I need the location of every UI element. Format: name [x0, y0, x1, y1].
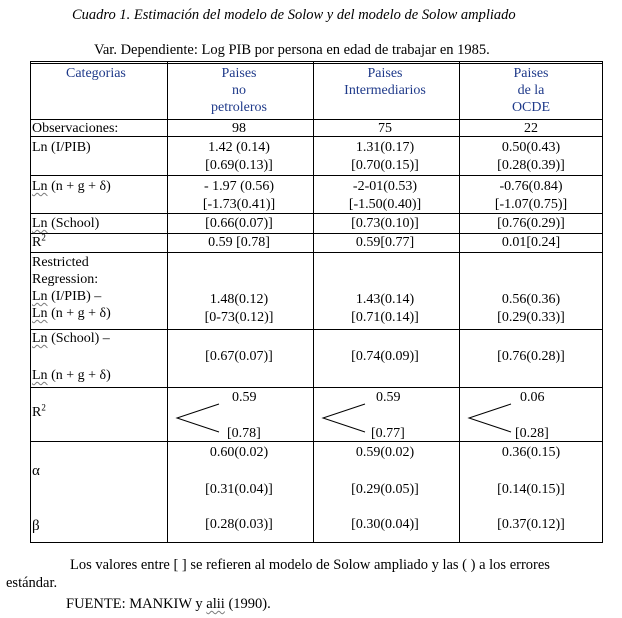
header-col2-line1: Paises: [367, 66, 403, 81]
note-brackets-cont: estándar.: [6, 575, 58, 591]
table-caption: Var. Dependiente: Log PIB por persona en edad de trabajar en 1985.: [94, 42, 490, 58]
cell-alpha-aug-2: [0.29(0.05)]: [351, 482, 419, 497]
cell-ln-ipib-3: 0.50(0.43): [501, 140, 561, 155]
row-label-beta: β: [32, 518, 40, 534]
restricted-line3-rest: (I/PIB) –: [47, 289, 102, 304]
source-alii: alii: [206, 596, 225, 612]
cell-ln-school-1: [0.66(0.07)]: [205, 216, 273, 231]
ln-prefix: Ln: [32, 289, 48, 304]
cell-beta-3: [0.37(0.12)]: [497, 517, 565, 532]
ln-prefix: Ln: [32, 331, 48, 346]
cell-ln-ngd-1: - 1.97 (0.56): [204, 179, 274, 194]
cell-ln-ngd-2: -2-01(0.53): [352, 179, 418, 194]
restricted-line4-rest: (n + g + δ): [47, 306, 111, 321]
source-note: [66, 596, 271, 613]
school-diff-line1-rest: (School) –: [47, 331, 110, 346]
cell-school-diff-1: [0.67(0.07)]: [205, 349, 273, 364]
cell-ln-ipib-aug-1: [0.69(0.13)]: [205, 158, 273, 173]
rule-r2: [30, 252, 603, 253]
cell-school-diff-2: [0.74(0.09)]: [351, 349, 419, 364]
cell-ln-ngd-3: -0.76(0.84): [499, 179, 563, 194]
header-col2: [314, 65, 456, 99]
row-label-r2: [32, 234, 46, 251]
cell-r2-1: 0.59 [0.78]: [208, 235, 270, 250]
header-col3-line1: Paises: [513, 66, 549, 81]
cell-r2b-top-2: 0.59: [376, 390, 401, 405]
r2-letter: R: [32, 235, 42, 250]
rule-ln-ngd: [30, 213, 603, 214]
source-prefix: FUENTE: MANKIW y: [66, 596, 207, 612]
cell-restricted-3: 0.56(0.36): [501, 292, 561, 307]
header-col1-line1: Paises: [221, 66, 257, 81]
cell-beta-1: [0.28(0.03)]: [205, 517, 273, 532]
cell-ln-ipib-aug-2: [0.70(0.15)]: [351, 158, 419, 173]
cell-ln-school-3: [0.76(0.29)]: [497, 216, 565, 231]
header-col1-line3: petroleros: [211, 100, 267, 115]
r2b-underline-3: [515, 441, 553, 442]
row-label-ln-ngd: [32, 178, 111, 195]
header-col1-line2: no: [232, 83, 246, 98]
cell-r2b-bottom-1: [0.78]: [227, 426, 261, 441]
cell-ln-ipib-1: 1.42 (0.14): [208, 140, 270, 155]
header-col3: [460, 65, 602, 116]
cell-r2b-bottom-3: [0.28]: [515, 426, 549, 441]
cell-alpha-2: 0.59(0.02): [355, 445, 415, 460]
cell-r2-2: 0.59[0.77]: [355, 235, 415, 250]
cell-obs-2: 75: [378, 121, 392, 136]
cell-school-diff-3: [0.76(0.28)]: [497, 349, 565, 364]
source-suffix: (1990).: [224, 596, 271, 612]
cell-ln-ipib-2: 1.31(0.17): [355, 140, 415, 155]
cell-restricted-2: 1.43(0.14): [355, 292, 415, 307]
r2b-underline-2: [371, 441, 409, 442]
cell-restricted-1: 1.48(0.12): [209, 292, 269, 307]
ln-prefix: Ln: [32, 216, 48, 231]
col-rule-left: [30, 61, 31, 543]
r2b-sup: 2: [41, 402, 46, 413]
cell-ln-ngd-aug-2: [-1.50(0.40)]: [348, 197, 422, 212]
ln-ngd-rest: (n + g + δ): [47, 179, 111, 194]
restricted-line2: Regression:: [32, 272, 99, 287]
wedge-icon: [321, 402, 367, 434]
cell-ln-school-2: [0.73(0.10)]: [351, 216, 419, 231]
wedge-icon: [467, 402, 513, 434]
cell-restricted-aug-1: [0-73(0.12)]: [204, 310, 274, 325]
r2b-letter: R: [32, 405, 42, 420]
header-col3-line3: OCDE: [511, 100, 551, 115]
rule-top-double: [30, 63, 603, 64]
ln-school-rest: (School): [47, 216, 100, 231]
header-col3-line2: de la: [517, 83, 545, 98]
rule-ln-ipib: [30, 175, 603, 176]
cell-r2b-top-1: 0.59: [232, 390, 257, 405]
cell-r2b-bottom-2: [0.77]: [371, 426, 405, 441]
row-label-observaciones: Observaciones:: [32, 121, 119, 136]
row-label-school-diff-2: [32, 367, 111, 384]
row-label-ln-ipib: Ln (I/PIB): [32, 140, 91, 155]
restricted-line3: [32, 288, 111, 305]
table-title: Cuadro 1. Estimación del modelo de Solow y del modelo de Solow ampliado: [72, 7, 516, 23]
restricted-line1: Restricted: [32, 255, 89, 270]
cell-beta-2: [0.30(0.04)]: [351, 517, 419, 532]
note-brackets: Los valores entre [ ] se refieren al modelo de Solow ampliado y las ( ) a los errores: [70, 557, 550, 573]
cell-r2-3: 0.01[0.24]: [501, 235, 561, 250]
ln-prefix: Ln: [32, 368, 48, 383]
ln-prefix: Ln: [32, 179, 48, 194]
cell-alpha-1: 0.60(0.02): [209, 445, 269, 460]
header-categorias: Categorias: [66, 66, 126, 81]
r2-sup: 2: [41, 232, 46, 243]
row-label-ln-school: [32, 215, 99, 232]
col-rule-right: [602, 61, 603, 543]
header-col1: [168, 65, 310, 116]
cell-obs-3: 22: [524, 121, 538, 136]
cell-ln-ipib-aug-3: [0.28(0.39)]: [497, 158, 565, 173]
cell-ln-ngd-aug-1: [-1.73(0.41)]: [202, 197, 276, 212]
row-label-school-diff-1: [32, 330, 110, 347]
school-diff-line2-rest: (n + g + δ): [47, 368, 111, 383]
cell-alpha-3: 0.36(0.15): [501, 445, 561, 460]
ln-prefix: Ln: [32, 306, 48, 321]
rule-restricted: [30, 329, 603, 330]
cell-r2b-top-3: 0.06: [520, 390, 545, 405]
r2b-underline-1: [227, 441, 265, 442]
cell-alpha-aug-1: [0.31(0.04)]: [205, 482, 273, 497]
row-label-restricted: [32, 254, 111, 322]
cell-restricted-aug-3: [0.29(0.33)]: [497, 310, 565, 325]
row-label-alpha: α: [32, 463, 40, 479]
rule-bottom: [30, 542, 603, 543]
row-label-r2-restricted: [32, 404, 46, 421]
restricted-line4: [32, 305, 111, 322]
wedge-icon: [175, 402, 221, 434]
rule-school-diff: [30, 387, 603, 388]
cell-alpha-aug-3: [0.14(0.15)]: [497, 482, 565, 497]
cell-restricted-aug-2: [0.71(0.14)]: [351, 310, 419, 325]
rule-top: [30, 61, 603, 62]
cell-ln-ngd-aug-3: [-1.07(0.75)]: [494, 197, 568, 212]
header-col2-line2: Intermediarios: [344, 83, 426, 98]
cell-obs-1: 98: [232, 121, 246, 136]
